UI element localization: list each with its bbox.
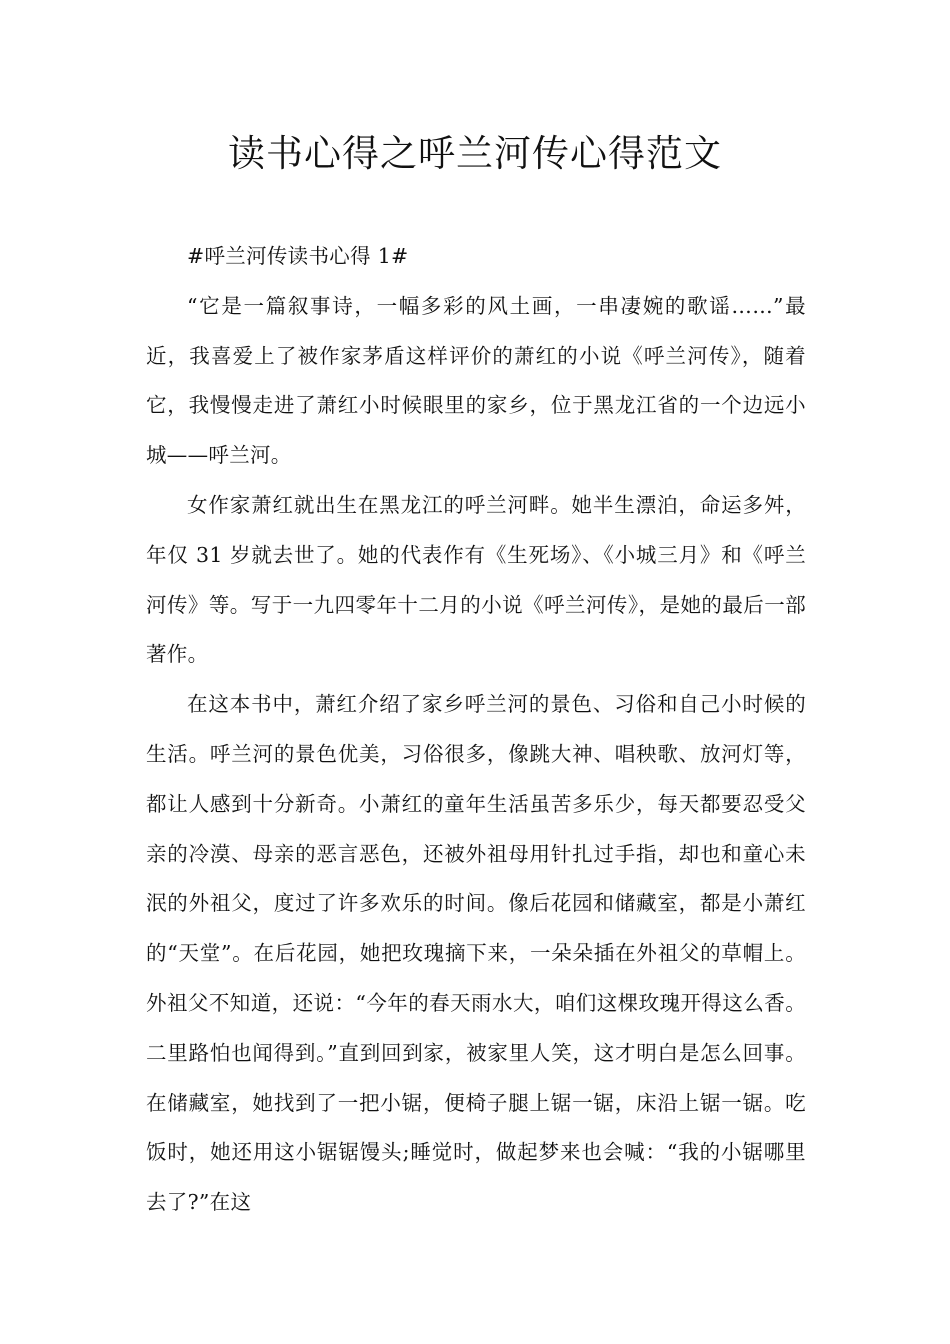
section-heading: #呼兰河传读书心得 1# (187, 244, 409, 268)
paragraph-2: 女作家萧红就出生在黑龙江的呼兰河畔。她半生漂泊，命运多舛，年仅 31 岁就去世了。她的代表作有《生死场》、《小城三月》和《呼兰河传》等。写于一九四零年十二月的小说《呼兰河传》，是她的最后一部著作。 (146, 492, 806, 667)
document-title: 读书心得之呼兰河传心得范文 (228, 132, 722, 175)
document-body (146, 232, 806, 1228)
paragraph-3: 在这本书中，萧红介绍了家乡呼兰河的景色、习俗和自己小时候的生活。呼兰河的景色优美，习俗很多，像跳大神、唱秧歌、放河灯等，都让人感到十分新奇。小萧红的童年生活虽苦多乐少，每天都要忍受父亲的冷漠、母亲的恶言恶色，还被外祖母用针扎过手指，却也和童心未泯的外祖父，度过了许多欢乐的时间。像后花园和储藏室，都是小萧红的“天堂”。在后花园，她把玫瑰摘下来，一朵朵插在外祖父的草帽上。外祖父不知道，还说：“今年的春天雨水大，咱们这棵玫瑰开得这么香。二里路怕也闻得到。”直到回到家，被家里人笑，这才明白是怎么回事。在储藏室，她找到了一把小锯，便椅子腿上锯一锯，床沿上锯一锯。吃饭时，她还用这小锯锯馒头;睡觉时，做起梦来也会喊：“我的小锯哪里去了?”在这 (146, 692, 806, 1215)
paragraph-1: “它是一篇叙事诗，一幅多彩的风土画，一串凄婉的歌谣……”最近，我喜爱上了被作家茅盾这样评价的萧红的小说《呼兰河传》，随着它，我慢慢走进了萧红小时候眼里的家乡，位于黑龙江省的一个边远小城——呼兰河。 (146, 293, 806, 468)
